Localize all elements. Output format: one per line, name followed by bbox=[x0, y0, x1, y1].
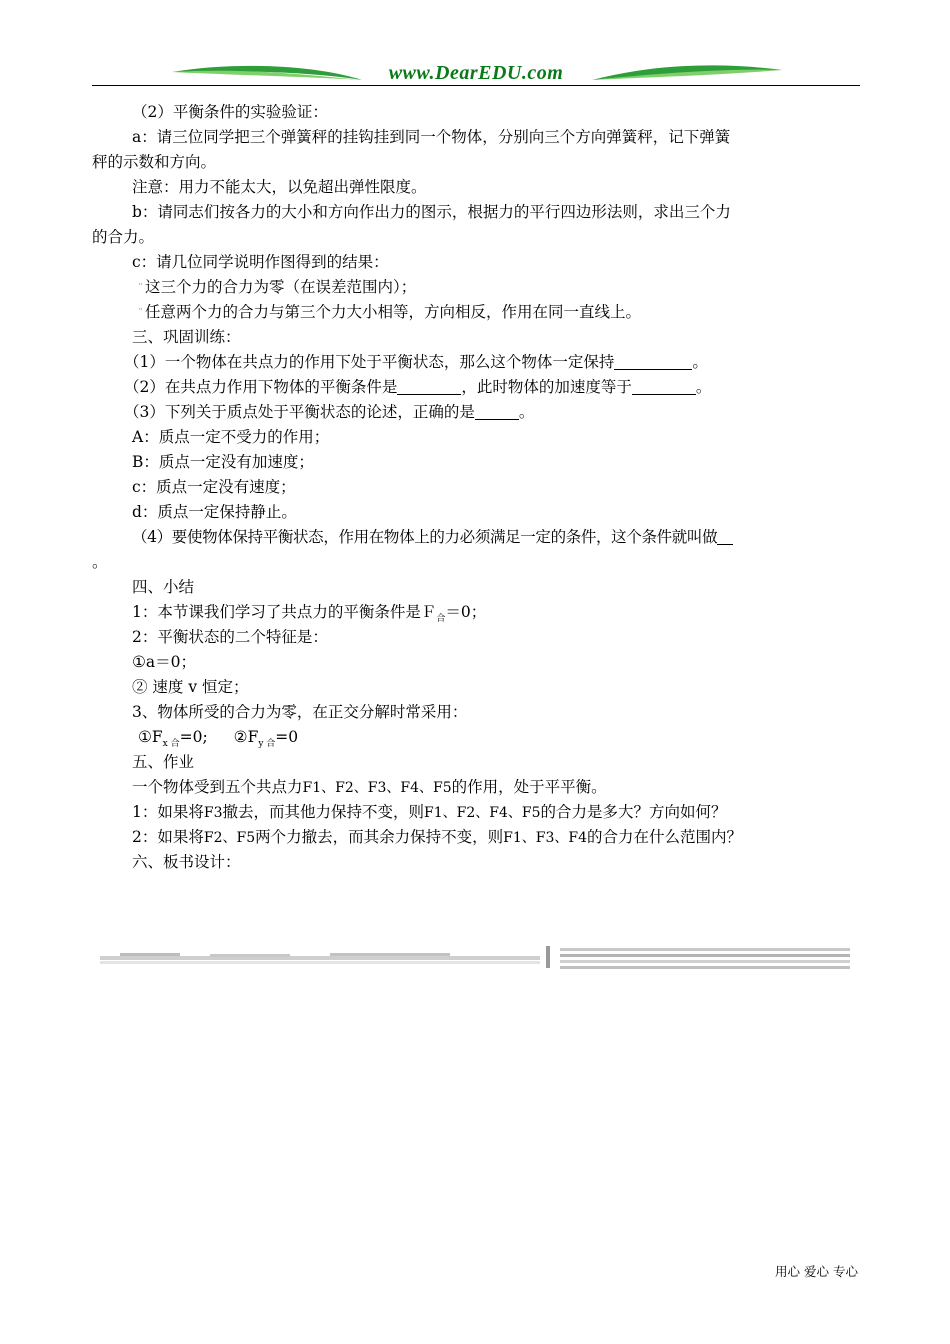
text-line: 注意：用力不能太大，以免超出弹性限度。 bbox=[132, 178, 427, 196]
text-line: 秤的示数和方向。 bbox=[92, 153, 217, 171]
text-span: 的合力是多大？方向如何？ bbox=[540, 803, 727, 821]
text-line: 的合力。 bbox=[92, 228, 155, 246]
option-line: d：质点一定保持静止。 bbox=[132, 503, 297, 521]
list-item-text: 这三个力的合力为零（在误差范围内）； bbox=[145, 278, 417, 296]
question-line bbox=[92, 350, 862, 375]
option-line: c：质点一定没有速度； bbox=[132, 478, 296, 496]
answer-blank[interactable] bbox=[632, 378, 696, 395]
text-span: =0; bbox=[179, 728, 208, 746]
document-body bbox=[92, 100, 862, 875]
section-heading: 三、巩固训练： bbox=[132, 328, 241, 346]
header-rule bbox=[92, 85, 860, 86]
punctuation: 。 bbox=[518, 403, 535, 421]
text-span: F1、F2、F3、F4、F5 bbox=[302, 780, 452, 796]
text-span: F1、F3、F4 bbox=[503, 830, 588, 846]
subscript: y 合 bbox=[258, 739, 276, 749]
text-span: F1、F2、F4、F5 bbox=[424, 805, 541, 821]
answer-blank[interactable] bbox=[397, 378, 461, 395]
text-span: 一个物体受到五个共点力 bbox=[132, 778, 303, 796]
text-span: 的合力在什么范围内？ bbox=[587, 828, 743, 846]
text-line bbox=[92, 775, 862, 800]
text-line bbox=[92, 800, 862, 825]
list-marker-icon: ¨ bbox=[138, 307, 143, 319]
text-span: 2：如果将 bbox=[132, 828, 204, 846]
text-span: F3 bbox=[203, 805, 223, 821]
text-line: ①a＝0； bbox=[132, 653, 196, 671]
list-item-text: 任意两个力的合力与第三个力大小相等，方向相反，作用在同一直线上。 bbox=[145, 303, 642, 321]
list-marker-icon: ¨ bbox=[138, 282, 143, 294]
text-line: 2：平衡状态的二个特征是： bbox=[132, 628, 328, 646]
formula-line bbox=[92, 725, 862, 750]
question-text: （2）在共点力作用下物体的平衡条件是 bbox=[124, 378, 398, 396]
scan-artifact-image bbox=[100, 944, 860, 974]
list-item bbox=[92, 300, 862, 325]
site-logo-text: www.DearEDU.com bbox=[388, 62, 564, 84]
text-line: a：请三位同学把三个弹簧秤的挂钩挂到同一个物体，分别向三个方向弹簧秤，记下弹簧 bbox=[132, 128, 731, 146]
text-span: 撤去，而其他力保持不变，则 bbox=[222, 803, 425, 821]
answer-blank[interactable] bbox=[614, 353, 692, 370]
text-span: ＝0； bbox=[445, 603, 487, 621]
punctuation: 。 bbox=[695, 378, 712, 396]
question-text: （3）下列关于质点处于平衡状态的论述，正确的是 bbox=[124, 403, 475, 421]
text-span: 1：如果将 bbox=[132, 803, 204, 821]
text-line: 3、物体所受的合力为零，在正交分解时常采用： bbox=[132, 703, 468, 721]
text-span: ②F bbox=[233, 728, 259, 746]
page-footer: 用心 爱心 专心 bbox=[775, 1264, 858, 1279]
answer-blank[interactable] bbox=[717, 528, 733, 545]
section-heading: 五、作业 bbox=[132, 753, 195, 771]
question-text: （4）要使物体保持平衡状态，作用在物体上的力必须满足一定的条件，这个条件就叫做 bbox=[132, 528, 718, 546]
punctuation: 。 bbox=[692, 353, 708, 371]
question-line bbox=[92, 525, 862, 550]
page-header bbox=[92, 58, 860, 92]
answer-blank[interactable] bbox=[475, 403, 519, 420]
text-span: 两个力撤去，而其余力保持不变，则 bbox=[255, 828, 504, 846]
text-span: =0 bbox=[275, 728, 299, 746]
text-line bbox=[92, 600, 862, 625]
list-item bbox=[92, 275, 862, 300]
subscript: x 合 bbox=[162, 739, 180, 749]
text-line: （2）平衡条件的实验验证： bbox=[132, 103, 328, 121]
text-span: 1：本节课我们学习了共点力的平衡条件是Ｆ bbox=[132, 603, 437, 621]
text-span: F2、F5 bbox=[203, 830, 256, 846]
question-text: （1）一个物体在共点力的作用下处于平衡状态，那么这个物体一定保持 bbox=[124, 353, 615, 371]
text-line: ② 速度 v 恒定； bbox=[132, 678, 249, 696]
text-span: 的作用，处于平平衡。 bbox=[451, 778, 607, 796]
section-heading: 四、小结 bbox=[132, 578, 195, 596]
question-line bbox=[92, 400, 862, 425]
subscript: 合 bbox=[436, 614, 446, 624]
question-line bbox=[92, 375, 862, 400]
question-text: ，此时物体的加速度等于 bbox=[461, 378, 632, 396]
option-line: B：质点一定没有加速度； bbox=[132, 453, 314, 471]
text-line: b：请同志们按各力的大小和方向作出力的图示，根据力的平行四边形法则，求出三个力 bbox=[132, 203, 731, 221]
text-line: 。 bbox=[92, 553, 108, 571]
option-line: A：质点一定不受力的作用； bbox=[132, 428, 330, 446]
text-line bbox=[92, 825, 862, 850]
text-span: ①F bbox=[138, 728, 163, 746]
section-heading: 六、板书设计： bbox=[132, 853, 241, 871]
text-line: c：请几位同学说明作图得到的结果： bbox=[132, 253, 389, 271]
